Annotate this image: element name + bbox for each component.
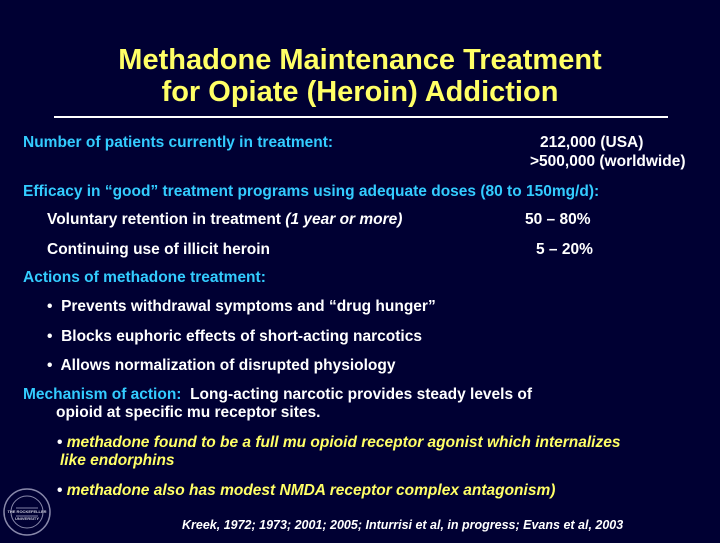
illicit-label: Continuing use of illicit heroin: [47, 241, 271, 258]
mechanism-note-1b: like endorphins: [60, 452, 175, 469]
action-item-3: [47, 356, 395, 375]
action-item-2: [47, 327, 422, 346]
mechanism-label: Mechanism of action:: [23, 386, 182, 403]
title-divider: [54, 116, 668, 118]
rockefeller-university-seal: [2, 486, 52, 538]
action-text-3: Allows normalization of disrupted physiology: [60, 357, 396, 374]
action-text-2: Blocks euphoric effects of short-acting narcotics: [61, 328, 422, 345]
bullet-icon: •: [47, 357, 53, 374]
mechanism-note-2: [57, 481, 555, 500]
citation: Kreek, 1972; 1973; 2001; 2005; Inturrisi et al, in progress; Evans et al, 2003: [182, 518, 624, 532]
mechanism-line-1: [23, 385, 532, 404]
mechanism-note-1: [57, 433, 620, 452]
patients-label: Number of patients currently in treatment:: [23, 134, 334, 151]
patients-world: >500,000 (worldwide): [530, 153, 686, 170]
seal-top-text: THE ROCKEFELLER: [7, 509, 47, 514]
title-line-1: Methadone Maintenance Treatment: [118, 44, 602, 76]
retention-value: 50 – 80%: [525, 211, 591, 228]
patients-usa: 212,000 (USA): [540, 134, 644, 151]
retention-note: (1 year or more): [285, 211, 403, 228]
bullet-icon: •: [57, 482, 63, 499]
mechanism-note-2-text: methadone also has modest NMDA receptor complex antagonism): [66, 482, 556, 499]
efficacy-heading: Efficacy in “good” treatment programs using adequate doses (80 to 150mg/d):: [23, 183, 600, 200]
retention-label: Voluntary retention in treatment: [47, 211, 286, 228]
slide-title: [0, 44, 720, 108]
action-text-1: Prevents withdrawal symptoms and “drug hunger”: [61, 298, 436, 315]
illicit-value: 5 – 20%: [536, 241, 593, 258]
seal-bottom-text: UNIVERSITY: [14, 516, 40, 521]
action-item-1: [47, 297, 436, 316]
bullet-icon: •: [47, 328, 53, 345]
bullet-icon: •: [47, 298, 53, 315]
title-line-2: for Opiate (Heroin) Addiction: [161, 76, 559, 108]
mechanism-text-1: Long-acting narcotic provides steady levels of: [190, 386, 533, 403]
retention-row: [47, 210, 402, 229]
actions-heading: Actions of methadone treatment:: [23, 269, 266, 286]
bullet-icon: •: [57, 434, 63, 451]
mechanism-text-2: opioid at specific mu receptor sites.: [56, 404, 321, 421]
seal-icon: [2, 486, 52, 538]
mechanism-note-1a: methadone found to be a full mu opioid receptor agonist which internalizes: [66, 434, 621, 451]
